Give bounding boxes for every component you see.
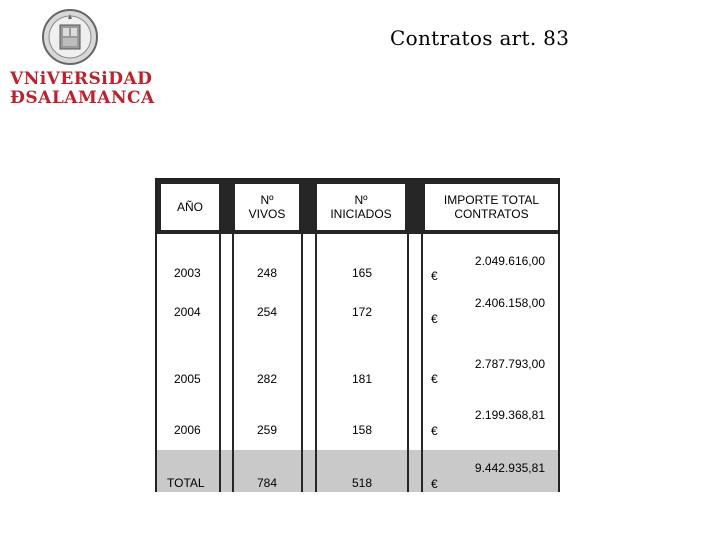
header-live: Nº VIVOS: [235, 184, 299, 230]
cell-started: 165: [352, 266, 373, 280]
cell-started: 172: [352, 305, 373, 319]
university-seal-icon: [40, 8, 100, 66]
column-divider: [301, 234, 303, 492]
cell-total-live: 784: [257, 476, 278, 490]
currency-symbol: €: [431, 372, 438, 386]
header-started: Nº INICIADOS: [317, 184, 405, 230]
column-divider: [232, 234, 234, 492]
currency-symbol: €: [431, 477, 438, 491]
cell-total-label: TOTAL: [167, 476, 205, 490]
cell-year: 2005: [174, 372, 201, 386]
column-divider: [315, 234, 317, 492]
cell-live: 248: [257, 266, 278, 280]
contracts-table: [155, 178, 560, 492]
column-divider: [219, 234, 221, 492]
cell-live: 282: [257, 372, 278, 386]
cell-total-started: 518: [352, 476, 373, 490]
cell-year: 2006: [174, 423, 201, 437]
currency-symbol: €: [431, 312, 438, 326]
cell-year: 2003: [174, 266, 201, 280]
cell-started: 181: [352, 372, 373, 386]
logo-line-2: ÐSALAMANCA: [10, 88, 155, 108]
cell-live: 259: [257, 423, 278, 437]
cell-live: 254: [257, 305, 278, 319]
cell-total-amount: 9.442.935,81: [474, 461, 545, 475]
cell-year: 2004: [174, 305, 201, 319]
cell-amount: 2.199.368,81: [474, 408, 545, 422]
cell-amount: 2.049.616,00: [474, 254, 545, 268]
header-amount: IMPORTE TOTAL CONTRATOS: [425, 184, 558, 230]
page-title: Contratos art. 83: [390, 26, 570, 50]
cell-started: 158: [352, 423, 373, 437]
cell-amount: 2.406.158,00: [474, 296, 545, 310]
header-year: AÑO: [161, 184, 219, 230]
university-logo: [10, 69, 155, 108]
logo-line-1: VNiVERSiDAD: [10, 69, 153, 89]
cell-amount: 2.787.793,00: [474, 357, 545, 371]
currency-symbol: €: [431, 424, 438, 438]
currency-symbol: €: [431, 269, 438, 283]
